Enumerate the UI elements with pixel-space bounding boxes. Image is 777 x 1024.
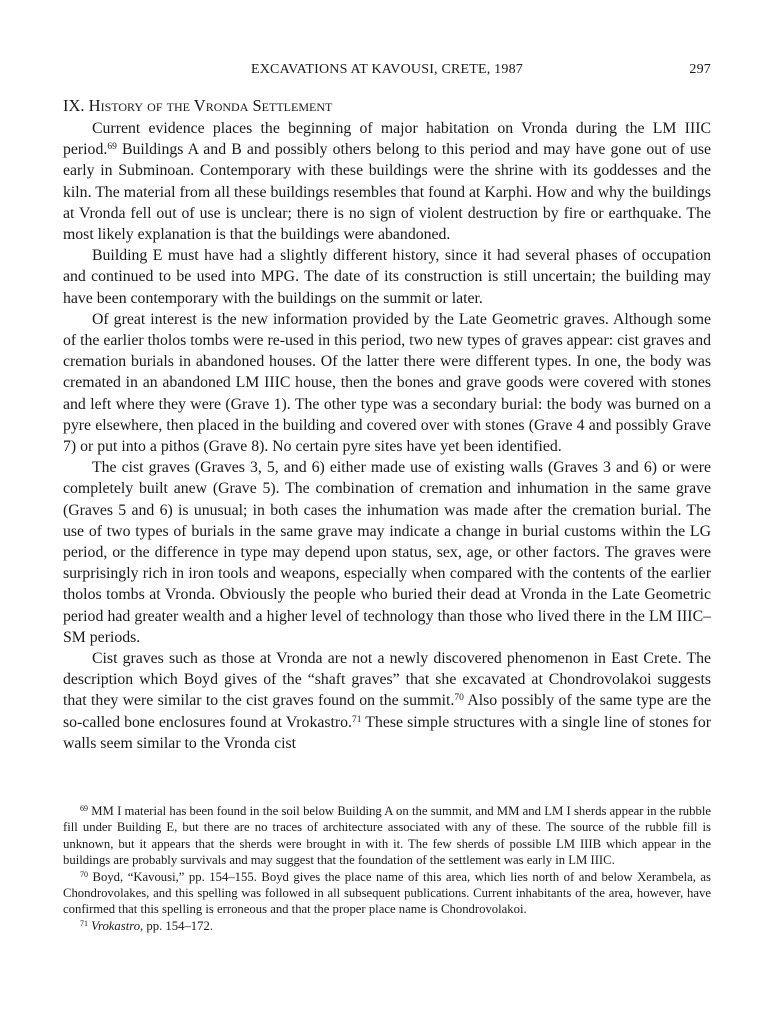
footnote-71 xyxy=(63,918,711,934)
footnote-70-text: Boyd, “Kavousi,” pp. 154–155. Boyd gives the place name of this area, which lies north of and below Xerambela, as Chondrovolakes, and this spelling was followed in all subsequent publications. Current inhabitants of the area, however, have confirmed that this spelling is erroneous and that the proper place name is Chondrovolakoi. xyxy=(63,869,711,917)
paragraph-1-text-a: Current evidence places the beginning of major habitation on Vronda during the LM IIIC period. xyxy=(63,120,711,159)
running-head xyxy=(63,62,711,82)
footnote-marker-69: 69 xyxy=(80,804,88,813)
paragraph-5 xyxy=(63,648,711,754)
paragraph-5-text-a: Cist graves such as those at Vronda are not a newly discovered phenomenon in East Crete. The description which Boyd gives of the “shaft graves” that she excavated at Chondrovolakoi suggests that they were similar to the cist graves found on the summit. xyxy=(63,650,711,710)
paragraph-5-text-b: Also possibly of the same type are the so-called bone enclosures found at Vrokastro. xyxy=(63,692,711,731)
page-number: 297 xyxy=(689,62,711,77)
body-text xyxy=(63,118,711,754)
paragraph-2: Building E must have had a slightly different history, since it had several phases of occupation and continued to be used into MPG. The date of its construction is still uncertain; the building may have been contemporary with the buildings on the summit or later. xyxy=(63,247,711,307)
paragraph-1-text-b: Buildings A and B and possibly others belong to this period and may have gone out of use early in Subminoan. Contemporary with these buildings were the shrine with its goddesses and the kiln. The material from all these buildings resembles that found at Karphi. How and why the buildings at Vronda fell out of use is unclear; there is no sign of violent destruction by fire or earthquake. The most likely explanation is that the buildings were abandoned. xyxy=(63,141,711,244)
footnote-marker-70: 70 xyxy=(80,869,88,879)
paragraph-4: The cist graves (Graves 3, 5, and 6) either made use of existing walls (Graves 3 and 6) or were completely built anew (Grave 5). The combination of cremation and inhumation in the same grave (Graves 5 and 6) is unusual; in both cases the inhumation was made after the cremation burial. The use of two types of burials in the same grave may indicate a change in burial customs within the LG period, or the difference in type may depend upon status, sex, age, or other factors. The graves were surprisingly rich in iron tools and weapons, especially when compared with the contents of the earlier tholos tombs at Vronda. Obviously the people who buried their dead at Vronda in the Late Geometric period had greater wealth and a higher level of technology than those who lived there in the LM IIIC–SM periods. xyxy=(63,459,711,646)
footnote-69 xyxy=(63,803,711,869)
footnote-71-text: , pp. 154–172. xyxy=(140,918,213,933)
footnote-ref-70[interactable]: 70 xyxy=(454,693,464,704)
footnote-ref-69[interactable]: 69 xyxy=(107,142,117,153)
paragraph-5-text-c: These simple structures with a single line of stones for walls seem similar to the Vronda cist xyxy=(63,713,711,752)
section-numeral: IX. xyxy=(63,96,89,115)
footnote-70 xyxy=(63,869,711,918)
footnote-ref-71[interactable]: 71 xyxy=(352,714,362,725)
footnotes xyxy=(63,803,711,934)
section-title: History of the Vronda Settlement xyxy=(88,96,333,115)
footnote-marker-71: 71 xyxy=(80,918,88,928)
running-title: EXCAVATIONS AT KAVOUSI, CRETE, 1987 xyxy=(250,62,523,77)
paragraph-3: Of great interest is the new information provided by the Late Geometric graves. Although some of the earlier tholos tombs were re-used in this period, two new types of graves appear: cist graves and cremation burials in abandoned houses. Of the latter there were different types. In one, the body was cremated in an abandoned LM IIIC house, then the bones and grave goods were covered with stones and left where they were (Grave 1). The other type was a secondary burial: the body was burned on a pyre elsewhere, then placed in the building and covered over with stones (Grave 4 and possibly Grave 7) or put into a pithos (Grave 8). No certain pyre sites have yet been identified. xyxy=(63,310,711,456)
section-heading xyxy=(63,96,332,116)
paragraph-1 xyxy=(63,118,711,245)
footnote-71-title: Vrokastro xyxy=(91,918,141,933)
footnote-69-text: MM I material has been found in the soil below Building A on the summit, and MM and LM I sherds appear in the rubble fill under Building E, but there are no traces of architecture associated with any of these. The source of the rubble fill is unknown, but it appears that the sherds were brought in with it. The few sherds of possible LM IIIB which appear in the buildings are probably survivals and may suggest that the foundation of the settlement was early in LM IIIC. xyxy=(63,804,711,868)
